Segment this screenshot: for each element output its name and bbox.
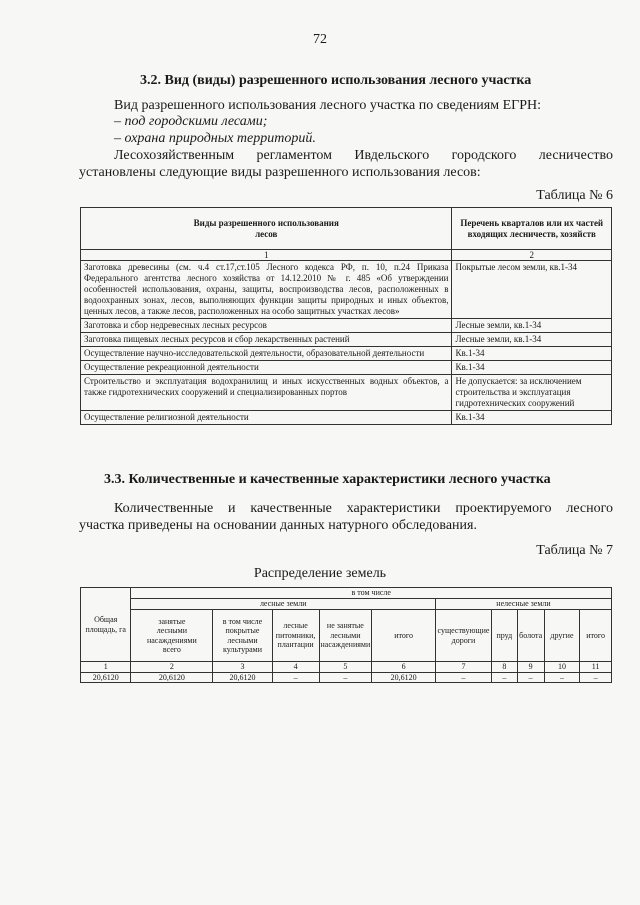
table-row	[81, 261, 612, 319]
regulation-paragraph-line1: Лесохозяйственным регламентом Ивдельского городского лесничество	[114, 148, 613, 163]
table-7-colnum: 4	[272, 662, 319, 673]
table-6-cell-use: Заготовка пищевых лесных ресурсов и сбор лекарственных растений	[81, 333, 452, 347]
use-item-2: – охрана природных территорий.	[114, 131, 316, 146]
table-7-other-header: другие	[544, 610, 580, 662]
table-7-value: 20,6120	[131, 672, 213, 683]
table-row	[81, 361, 612, 375]
table-7-value: –	[544, 672, 580, 683]
table-row	[81, 375, 612, 411]
table-row	[81, 347, 612, 361]
egrn-line: Вид разрешенного использования лесного участка по сведениям ЕГРН:	[114, 98, 542, 113]
table-7-swamps-header: болота	[517, 610, 544, 662]
table-6-cell-use: Осуществление религиозной деятельности	[81, 411, 452, 425]
table-7-colnum: 11	[580, 662, 612, 673]
table-7-colnum: 2	[131, 662, 213, 673]
table-7-value: 20,6120	[81, 672, 131, 683]
table-7-including-header: в том числе	[131, 588, 612, 599]
table-row	[81, 333, 612, 347]
table-6-cell-quarters: Кв.1-34	[452, 361, 612, 375]
characteristics-paragraph-line2: участка приведены на основании данных натурного обследования.	[79, 518, 477, 533]
table-6-cell-quarters: Покрытые лесом земли, кв.1-34	[452, 261, 612, 319]
table-7-forest-total-header: итого	[372, 610, 436, 662]
table-6-header-use: Виды разрешенного использования лесов	[81, 208, 452, 250]
table-7-value: 20,6120	[213, 672, 272, 683]
use-item-1: – под городскими лесами;	[114, 114, 268, 129]
table-7-colnum: 1	[81, 662, 131, 673]
table-7-total-area-header: Общая площадь, га	[81, 588, 131, 662]
table-6-colnum-2: 2	[452, 250, 612, 261]
table-6-header-quarters: Перечень кварталов или их частей входящих лесничеств, хозяйств	[452, 208, 612, 250]
table-6-cell-use: Осуществление рекреационной деятельности	[81, 361, 452, 375]
table-7	[80, 587, 612, 683]
section-heading-3-2: 3.2. Вид (виды) разрешенного использования лесного участка	[140, 73, 532, 88]
table-7-pond-header: пруд	[491, 610, 517, 662]
table-7-colnum: 10	[544, 662, 580, 673]
table-7-title: Распределение земель	[253, 566, 387, 581]
table-7-value: –	[319, 672, 372, 683]
table-7-colnum: 7	[436, 662, 492, 673]
table-6	[80, 207, 612, 425]
table-7-roads-header: существующие дороги	[436, 610, 492, 662]
table-6-cell-quarters: Лесные земли, кв.1-34	[452, 333, 612, 347]
table-7-colnum: 6	[372, 662, 436, 673]
page-number: 72	[313, 32, 327, 47]
table-7-colnum: 8	[491, 662, 517, 673]
table-7-forest-lands-header: лесные земли	[131, 599, 436, 610]
table-6-cell-quarters: Лесные земли, кв.1-34	[452, 319, 612, 333]
table-6-cell-use: Строительство и эксплуатация водохранилищ и иных искусственных водных объектов, а также гидротехнических сооружений и специализированных портов	[81, 375, 452, 411]
table-7-colnum: 3	[213, 662, 272, 673]
table-7-nurseries-header: лесные питомники, плантации	[272, 610, 319, 662]
table-7-value: –	[580, 672, 612, 683]
table-6-cell-use: Заготовка древесины (см. ч.4 ст.17,ст.105 Лесного кодекса РФ, п. 10, п.24 Приказа Федерального агентства лесного хозяйства от 14.12.2010 № г. 485 «Об утверждении особенностей использования, охраны, защиты, воспроизводства лесов, расположенных в водоохранных зонах, лесов, выполняющих функции защиты природных и иных объектов, ценных лесов, а также лесов, расположенных на особо защитных участках лесов»	[81, 261, 452, 319]
table-6-cell-quarters: Не допускается: за исключением строительства и эксплуатация гидротехнических сооружений	[452, 375, 612, 411]
table-7-value: –	[517, 672, 544, 683]
table-7-not-covered-header: не занятые лесными насаждениями	[319, 610, 372, 662]
table-7-column-numbers	[81, 662, 612, 673]
table-6-colnum-1: 1	[81, 250, 452, 261]
table-row	[81, 672, 612, 683]
table-7-nonforest-total-header: итого	[580, 610, 612, 662]
table-6-caption: Таблица № 6	[536, 188, 613, 203]
table-7-nonforest-lands-header: нелесные земли	[436, 599, 612, 610]
table-7-colnum: 5	[319, 662, 372, 673]
table-7-value: –	[491, 672, 517, 683]
table-6-cell-quarters: Кв.1-34	[452, 411, 612, 425]
table-7-caption: Таблица № 7	[536, 543, 613, 558]
table-7-value: 20,6120	[372, 672, 436, 683]
table-7-value: –	[272, 672, 319, 683]
characteristics-paragraph-line1: Количественные и качественные характеристики проектируемого лесного	[114, 501, 613, 516]
table-7-covered-header: занятые лесными насаждениями всего	[131, 610, 213, 662]
section-heading-3-3: 3.3. Количественные и качественные характеристики лесного участка	[104, 472, 551, 487]
regulation-paragraph-line2: установлены следующие виды разрешенного использования лесов:	[79, 165, 481, 180]
table-row	[81, 411, 612, 425]
table-7-cultures-header: в том числе покрытые лесными культурами	[213, 610, 272, 662]
table-6-cell-use: Заготовка и сбор недревесных лесных ресурсов	[81, 319, 452, 333]
table-6-cell-quarters: Кв.1-34	[452, 347, 612, 361]
table-row	[81, 319, 612, 333]
table-7-colnum: 9	[517, 662, 544, 673]
table-7-value: –	[436, 672, 492, 683]
table-6-cell-use: Осуществление научно-исследовательской деятельности, образовательной деятельности	[81, 347, 452, 361]
